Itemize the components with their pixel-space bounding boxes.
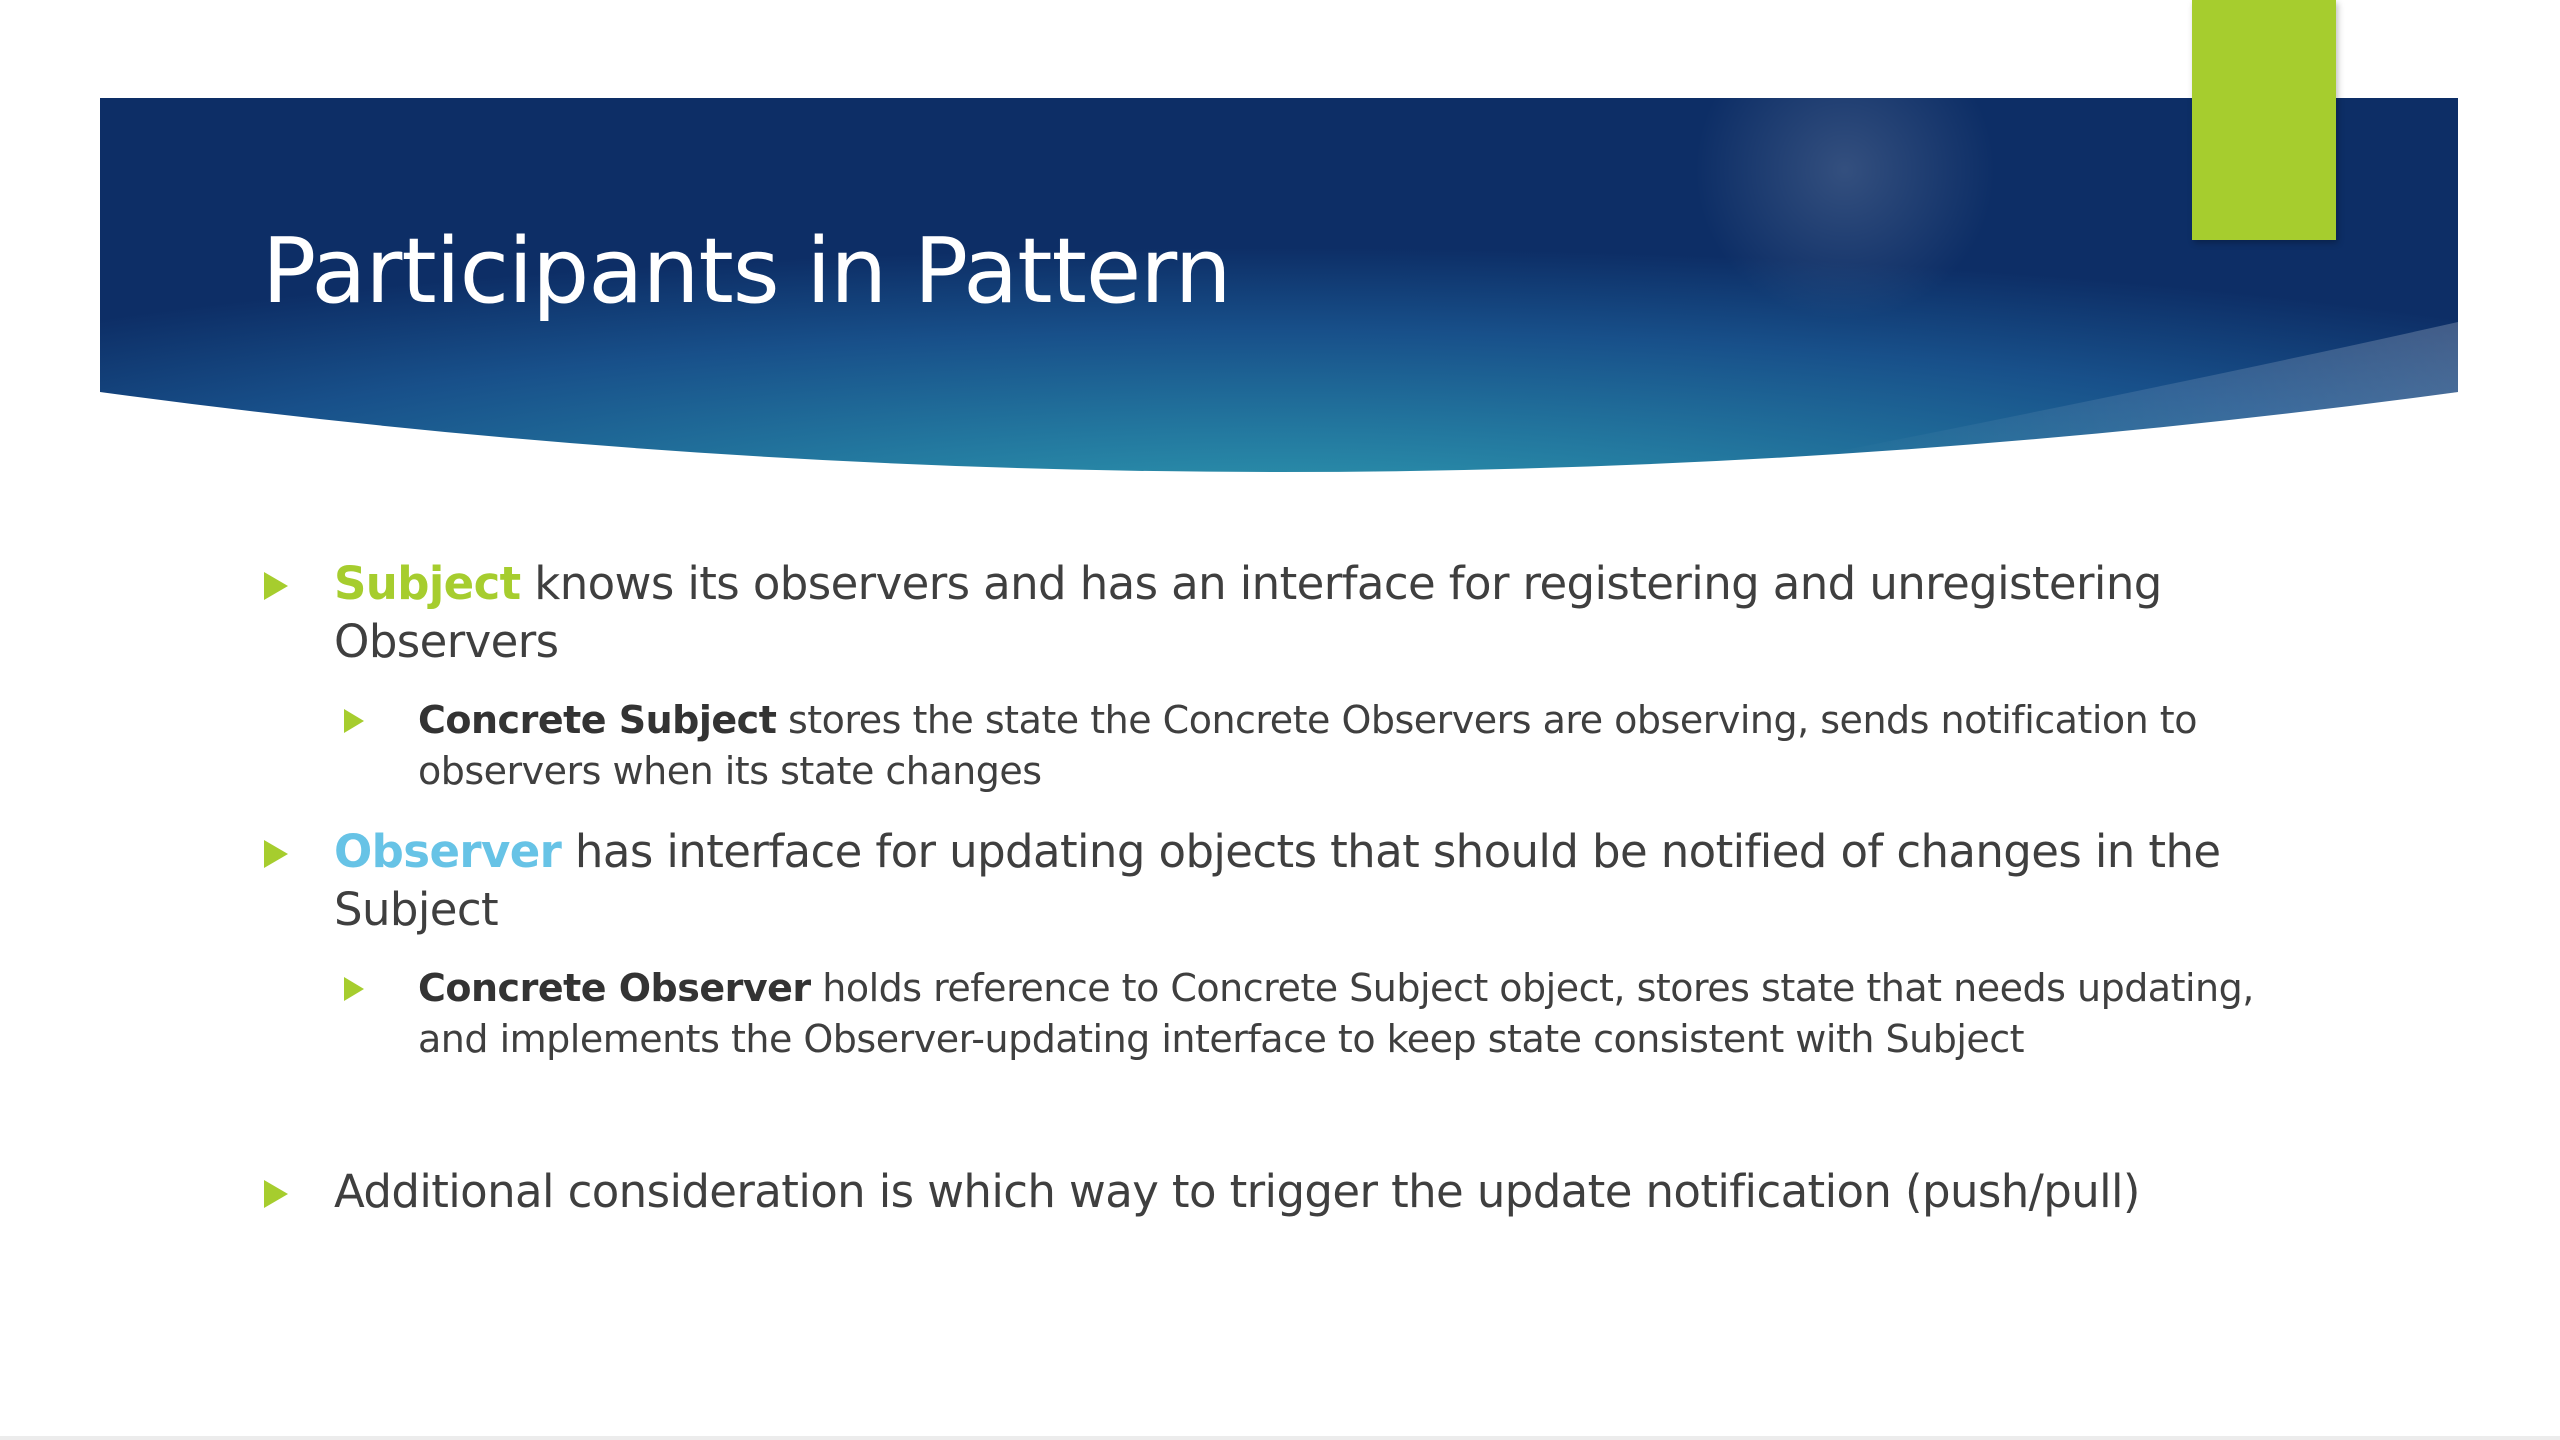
slide-title: Participants in Pattern [262,219,1231,324]
bullet-observer [262,823,2302,939]
accent-tab [2192,0,2336,240]
bullet-list [262,555,2302,1221]
sub-bullet-concrete-observer [344,963,2302,1065]
sub-bullet-concrete-subject [344,695,2302,797]
bullet-arrow-icon [264,840,288,868]
sub-bullet-arrow-icon [344,709,364,733]
bottom-divider [0,1436,2560,1440]
sub-bullet-keyword: Concrete Observer [418,966,811,1010]
bullet-subject [262,555,2302,671]
sub-bullet-arrow-icon [344,977,364,1001]
bullet-keyword: Observer [334,825,562,878]
sub-bullet-text: holds reference to Concrete Subject object, stores state that needs updating, and implements the Observer-updating interface to keep state consistent with Subject [418,966,2254,1061]
bullet-text: has interface for updating objects that should be notified of changes in the Subject [334,825,2221,936]
sub-bullet-keyword: Concrete Subject [418,698,777,742]
bullet-text: Additional consideration is which way to trigger the update notification (push/pull) [334,1165,2140,1218]
bullet-additional-consideration [262,1163,2302,1221]
bullet-arrow-icon [264,572,288,600]
bullet-text: knows its observers and has an interface for registering and unregistering Observers [334,557,2162,668]
bullet-arrow-icon [264,1180,288,1208]
bullet-keyword: Subject [334,557,521,610]
sub-bullet-text: stores the state the Concrete Observers are observing, sends notification to observers when its state changes [418,698,2197,793]
